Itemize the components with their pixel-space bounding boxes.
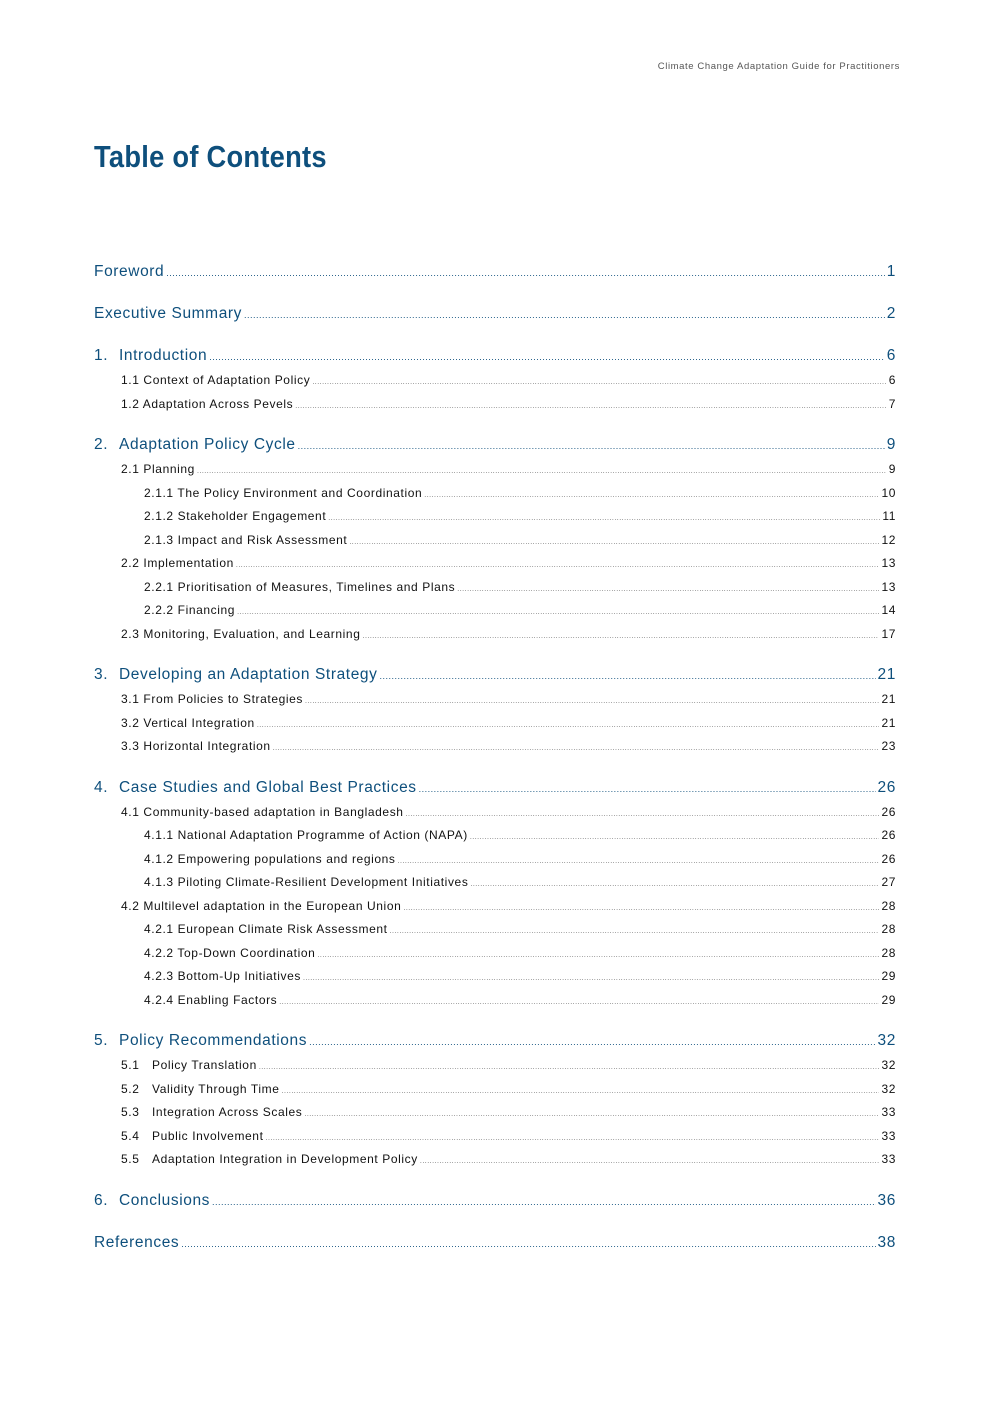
toc-entry-label: Horizontal Integration (143, 739, 271, 753)
toc-section-entry[interactable] (94, 552, 896, 576)
toc-page-number: 26 (881, 851, 896, 866)
toc-entry-number: 5.5 (121, 1152, 140, 1166)
toc-section-entry[interactable] (94, 848, 896, 872)
toc-entry-title (94, 1229, 179, 1256)
toc-entry-number: 4.2.3 (144, 969, 174, 983)
toc-entry-title (144, 942, 315, 966)
toc-entry-title (121, 458, 195, 482)
toc-entry-number: 1. (94, 347, 109, 364)
toc-entry-label: Developing an Adaptation Strategy (119, 666, 378, 683)
toc-entry-label: Multilevel adaptation in the European Union (143, 898, 402, 913)
toc-page-number: 33 (881, 1105, 896, 1119)
toc-entry-number: 4.1.1 (144, 828, 174, 842)
dot-leader (457, 578, 879, 602)
toc-entry-label: Policy Recommendations (119, 1032, 308, 1049)
dot-leader (279, 991, 879, 1015)
toc-page-number: 36 (877, 1191, 896, 1209)
toc-entry-number: 5.1 (121, 1058, 140, 1072)
toc-entry-number: 4. (94, 778, 109, 796)
toc-page-number: 28 (881, 922, 896, 936)
toc-entry-number: 4.1 (121, 804, 140, 819)
toc-entry-number: 4.2.2 (144, 945, 174, 960)
dot-leader (328, 507, 880, 531)
dot-leader (380, 663, 876, 690)
toc-entry-label: Validity Through Time (152, 1081, 280, 1096)
toc-entry-label: Adaptation Policy Cycle (119, 436, 296, 453)
toc-entry-label: The Policy Environment and Coordination (177, 485, 423, 500)
toc-entry-number: 5.2 (121, 1081, 140, 1096)
toc-chapter-entry[interactable] (94, 1229, 896, 1256)
toc-page-number: 6 (888, 373, 896, 387)
toc-entry-label: European Climate Risk Assessment (177, 922, 388, 936)
toc-entry-title (121, 1125, 264, 1149)
toc-entry-label: Foreword (94, 263, 165, 280)
toc-entry-label: Adaptation Integration in Development Policy (152, 1152, 418, 1166)
toc-section-entry[interactable] (94, 1125, 896, 1149)
toc-entry-title (94, 342, 207, 369)
toc-chapter-entry[interactable] (94, 342, 896, 369)
toc-entry-label: Bottom-Up Initiatives (177, 969, 301, 983)
toc-page-number: 29 (881, 969, 896, 983)
toc-entry-label: Planning (143, 462, 195, 476)
toc-entry-label: Empowering populations and regions (177, 851, 396, 866)
toc-entry-title (144, 989, 277, 1013)
toc-entry-label: Financing (177, 603, 236, 617)
toc-section-entry[interactable] (94, 735, 896, 759)
toc-entry-title (94, 431, 296, 458)
toc-page-number: 32 (881, 1058, 896, 1072)
toc-entry-title (121, 895, 401, 919)
toc-page-number: 21 (881, 715, 896, 730)
toc-section-entry[interactable] (94, 688, 896, 712)
toc-page-number: 23 (881, 739, 896, 753)
toc-page-number: 7 (888, 396, 896, 411)
toc-section-entry[interactable] (94, 1054, 896, 1078)
toc-entry-label: Policy Translation (152, 1058, 257, 1072)
toc-section-entry[interactable] (94, 918, 896, 942)
toc-section-entry[interactable] (94, 712, 896, 736)
toc-entry-number: 2.1.3 (144, 532, 174, 547)
toc-entry-label: Monitoring, Evaluation, and Learning (143, 626, 361, 641)
toc-entry-label: Implementation (143, 556, 234, 570)
toc-entry-label: References (94, 1233, 180, 1251)
toc-page-number: 21 (881, 692, 896, 706)
toc-entry-label: National Adaptation Programme of Action (NAPA) (177, 828, 468, 842)
toc-entry-number: 1.2 (121, 396, 140, 411)
dot-leader (398, 850, 880, 874)
toc-section-entry[interactable] (94, 965, 896, 989)
table-of-contents (94, 258, 896, 1256)
toc-page-number: 1 (886, 263, 896, 280)
toc-page-number: 33 (881, 1128, 896, 1143)
dot-leader (303, 967, 879, 991)
toc-entry-label: Prioritisation of Measures, Timelines and Plans (177, 579, 456, 594)
toc-entry-number: 2. (94, 436, 109, 453)
toc-page-number: 28 (881, 898, 896, 913)
toc-page-number: 11 (882, 509, 896, 523)
toc-entry-title (94, 1027, 307, 1054)
toc-page-number: 17 (881, 626, 896, 641)
toc-section-entry[interactable] (94, 623, 896, 647)
toc-entry-label: Enabling Factors (177, 992, 278, 1007)
dot-leader (305, 690, 879, 714)
toc-section-entry[interactable] (94, 895, 896, 919)
toc-entry-number: 3.2 (121, 715, 140, 730)
toc-entry-title (121, 1078, 280, 1102)
toc-chapter-entry[interactable] (94, 300, 896, 327)
toc-entry-title (121, 552, 234, 576)
toc-entry-number: 5. (94, 1032, 109, 1049)
toc-entry-label: Executive Summary (94, 305, 243, 322)
toc-entry-title (144, 576, 455, 600)
dot-leader (406, 803, 880, 827)
toc-entry-title (121, 369, 310, 393)
toc-entry-label: From Policies to Strategies (143, 692, 304, 706)
toc-section-entry[interactable] (94, 529, 896, 553)
toc-entry-number: 4.2.1 (144, 922, 174, 936)
toc-entry-title (144, 529, 347, 553)
toc-section-entry[interactable] (94, 871, 896, 895)
toc-entry-number: 1.1 (121, 373, 140, 387)
toc-page-number: 28 (881, 945, 896, 960)
toc-entry-number: 2.2 (121, 556, 140, 570)
toc-chapter-entry[interactable] (94, 258, 896, 285)
toc-chapter-entry[interactable] (94, 431, 896, 458)
dot-leader (403, 897, 879, 921)
toc-entry-title (121, 712, 255, 736)
toc-entry-number: 3. (94, 666, 109, 683)
toc-entry-label: Introduction (119, 347, 208, 364)
toc-entry-label: Adaptation Across Pevels (142, 396, 294, 411)
toc-entry-label: Case Studies and Global Best Practices (119, 778, 417, 796)
toc-page-number: 2 (886, 305, 896, 322)
toc-page-number: 29 (881, 992, 896, 1007)
toc-section-entry[interactable] (94, 989, 896, 1013)
toc-entry-title (121, 1148, 418, 1172)
toc-entry-number: 4.1.3 (144, 875, 174, 889)
toc-entry-title (94, 258, 164, 285)
toc-entry-title (144, 482, 422, 506)
dot-leader (236, 554, 880, 578)
toc-section-entry[interactable] (94, 942, 896, 966)
dot-leader (317, 944, 879, 968)
toc-chapter-entry[interactable] (94, 1027, 896, 1054)
toc-section-entry[interactable] (94, 801, 896, 825)
toc-entry-label: Piloting Climate-Resilient Development Initiatives (177, 875, 469, 889)
dot-leader (363, 625, 880, 649)
toc-entry-title (144, 505, 326, 529)
page-title: Table of Contents (94, 139, 327, 174)
toc-entry-title (121, 1054, 257, 1078)
dot-leader (298, 433, 885, 460)
dot-leader (259, 1056, 880, 1080)
toc-chapter-entry[interactable] (94, 661, 896, 688)
dot-leader (309, 1029, 875, 1056)
toc-entry-label: Context of Adaptation Policy (143, 373, 311, 387)
toc-entry-title (94, 1187, 210, 1214)
toc-section-entry[interactable] (94, 393, 896, 417)
toc-entry-number: 2.1 (121, 462, 140, 476)
toc-entry-title (121, 1101, 302, 1125)
dot-leader (349, 531, 879, 555)
toc-page-number: 27 (881, 875, 896, 889)
dot-leader (212, 1189, 876, 1216)
toc-entry-title (121, 393, 293, 417)
toc-entry-title (144, 824, 468, 848)
toc-entry-label: Community-based adaptation in Bangladesh (143, 804, 404, 819)
toc-section-entry[interactable] (94, 505, 896, 529)
dot-leader (273, 737, 880, 761)
toc-entry-label: Impact and Risk Assessment (177, 532, 348, 547)
toc-entry-number: 2.2.2 (144, 603, 174, 617)
toc-entry-title (121, 688, 303, 712)
toc-entry-number: 3.1 (121, 692, 140, 706)
toc-entry-number: 5.3 (121, 1105, 140, 1119)
dot-leader (304, 1103, 879, 1127)
toc-section-entry[interactable] (94, 1101, 896, 1125)
toc-entry-label: Conclusions (119, 1191, 211, 1209)
toc-entry-number: 4.1.2 (144, 851, 174, 866)
dot-leader (470, 826, 880, 850)
toc-entry-number: 2.3 (121, 626, 140, 641)
toc-chapter-entry[interactable] (94, 1187, 896, 1214)
dot-leader (209, 344, 885, 371)
toc-entry-title (94, 774, 417, 801)
dot-leader (237, 601, 879, 625)
toc-section-entry[interactable] (94, 1078, 896, 1102)
toc-entry-number: 5.4 (121, 1128, 140, 1143)
toc-entry-label: Top-Down Coordination (177, 945, 316, 960)
toc-page-number: 13 (881, 579, 896, 594)
toc-entry-title (144, 918, 388, 942)
toc-page-number: 6 (886, 347, 896, 364)
toc-entry-title (144, 965, 301, 989)
dot-leader (390, 920, 880, 944)
toc-entry-title (144, 871, 468, 895)
toc-entry-title (121, 735, 271, 759)
toc-page-number: 32 (881, 1081, 896, 1096)
toc-page-number: 9 (888, 462, 896, 476)
toc-entry-label: Vertical Integration (143, 715, 255, 730)
toc-entry-number: 2.1.2 (144, 509, 174, 523)
toc-entry-title (121, 623, 361, 647)
dot-leader (419, 776, 876, 803)
toc-page-number: 32 (877, 1032, 896, 1049)
toc-entry-number: 4.2.4 (144, 992, 174, 1007)
dot-leader (257, 714, 880, 738)
toc-page-number: 13 (881, 556, 896, 570)
toc-page-number: 26 (881, 804, 896, 819)
dot-leader (197, 460, 887, 484)
toc-section-entry[interactable] (94, 599, 896, 623)
toc-entry-label: Stakeholder Engagement (177, 509, 327, 523)
toc-page-number: 26 (881, 828, 896, 842)
dot-leader (244, 302, 885, 329)
toc-entry-title (144, 848, 396, 872)
toc-page-number: 9 (886, 436, 896, 453)
running-header: Climate Change Adaptation Guide for Practitioners (657, 61, 900, 72)
dot-leader (424, 484, 879, 508)
toc-section-entry[interactable] (94, 824, 896, 848)
dot-leader (420, 1150, 880, 1174)
toc-entry-number: 4.2 (121, 898, 140, 913)
toc-section-entry[interactable] (94, 369, 896, 393)
toc-entry-label: Integration Across Scales (152, 1105, 303, 1119)
toc-page-number: 12 (881, 532, 896, 547)
toc-entry-number: 2.1.1 (144, 485, 174, 500)
toc-entry-number: 2.2.1 (144, 579, 174, 594)
dot-leader (295, 395, 886, 419)
dot-leader (312, 371, 886, 395)
toc-section-entry[interactable] (94, 458, 896, 482)
toc-entry-title (144, 599, 235, 623)
toc-section-entry[interactable] (94, 482, 896, 506)
toc-page-number: 26 (877, 778, 896, 796)
toc-entry-number: 6. (94, 1191, 109, 1209)
toc-entry-number: 3.3 (121, 739, 140, 753)
toc-page-number: 10 (881, 485, 896, 500)
toc-section-entry[interactable] (94, 576, 896, 600)
toc-chapter-entry[interactable] (94, 774, 896, 801)
toc-page-number: 21 (877, 666, 896, 683)
toc-entry-label: Public Involvement (152, 1128, 264, 1143)
toc-entry-title (94, 300, 242, 327)
toc-page-number: 33 (881, 1152, 896, 1166)
toc-section-entry[interactable] (94, 1148, 896, 1172)
toc-entry-title (121, 801, 404, 825)
toc-entry-title (94, 661, 378, 688)
dot-leader (282, 1080, 880, 1104)
toc-page-number: 14 (881, 603, 896, 617)
toc-page-number: 38 (877, 1233, 896, 1251)
dot-leader (470, 873, 879, 897)
dot-leader (181, 1231, 875, 1258)
dot-leader (166, 260, 884, 287)
dot-leader (266, 1127, 880, 1151)
